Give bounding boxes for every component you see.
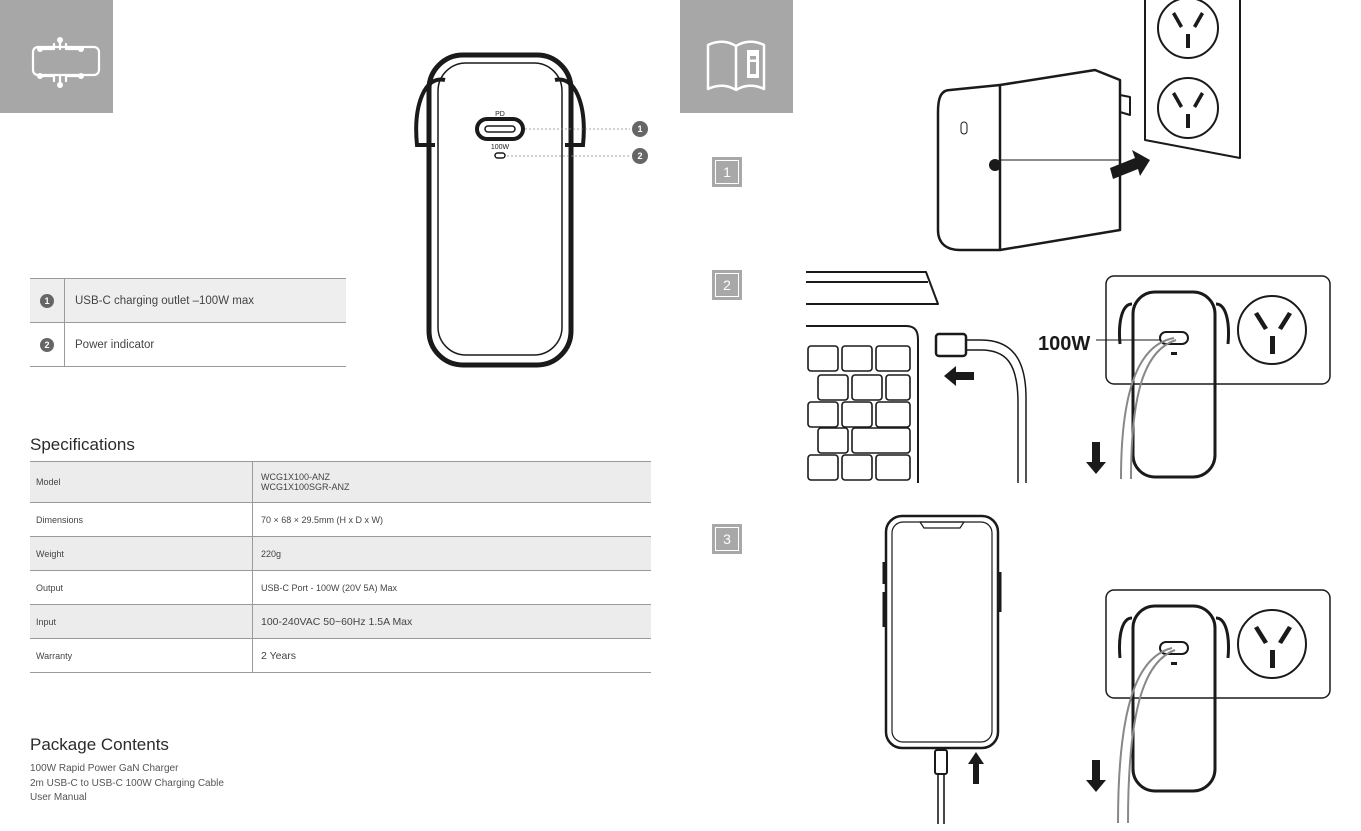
spec-value: WCG1X100SGR-ANZ <box>261 482 350 492</box>
step-number-badge: 2 <box>712 270 742 300</box>
spec-row <box>30 639 651 673</box>
manual-info-icon <box>680 0 793 113</box>
spec-key: Output <box>30 571 253 604</box>
spec-row <box>30 571 651 605</box>
callout-number: 2 <box>40 338 54 352</box>
step1-plug-in-illustration <box>930 0 1250 255</box>
spec-key: Weight <box>30 537 253 570</box>
callout-legend-table <box>30 278 346 367</box>
package-contents-heading: Package Contents <box>30 735 169 754</box>
package-contents-list <box>30 762 224 806</box>
spec-row <box>30 462 651 503</box>
callout-description: Power indicator <box>75 338 155 351</box>
step2-laptop-illustration <box>806 268 1051 483</box>
spec-row <box>30 605 651 639</box>
spec-value: 220g <box>261 548 282 559</box>
spec-value: WCG1X100-ANZ <box>261 472 331 482</box>
spec-value: 100-240VAC 50~60Hz 1.5A Max <box>261 615 413 628</box>
spec-value: 70 × 68 × 29.5mm (H x D x W) <box>261 514 384 525</box>
callout-number: 1 <box>40 294 54 308</box>
circuit-badge <box>0 0 113 113</box>
list-item: 2m USB-C to USB-C 100W Charging Cable <box>30 777 224 789</box>
spec-key: Warranty <box>30 639 253 672</box>
list-item: User Manual <box>30 792 87 803</box>
list-item: 100W Rapid Power GaN Charger <box>30 763 179 774</box>
specifications-table <box>30 461 651 673</box>
step3-charger-socket-illustration <box>1080 588 1336 823</box>
spec-value: USB-C Port - 100W (20V 5A) Max <box>261 582 398 593</box>
spec-row <box>30 503 651 537</box>
step2-charger-socket-illustration <box>1036 274 1336 479</box>
callout-marker-1: 1 <box>637 124 643 134</box>
step-number-badge: 1 <box>712 157 742 187</box>
watt-label: 100W <box>490 144 510 151</box>
step3-phone-illustration <box>880 512 1010 824</box>
manual-badge <box>680 0 793 113</box>
callout-marker-2: 2 <box>637 151 643 161</box>
spec-value: 2 Years <box>261 649 297 662</box>
charger-front-illustration <box>405 45 660 375</box>
specifications-heading: Specifications <box>30 435 135 454</box>
port-label: PD <box>495 111 505 118</box>
spec-key: Model <box>30 462 253 502</box>
callout-row <box>30 323 346 367</box>
circuit-board-icon <box>0 0 113 113</box>
spec-key: Input <box>30 605 253 638</box>
output-watt-label: 100W <box>1038 333 1091 355</box>
spec-key: Dimensions <box>30 503 253 536</box>
callout-description: USB-C charging outlet –100W max <box>75 294 254 307</box>
spec-row <box>30 537 651 571</box>
step-number-badge: 3 <box>712 524 742 554</box>
callout-row <box>30 279 346 323</box>
